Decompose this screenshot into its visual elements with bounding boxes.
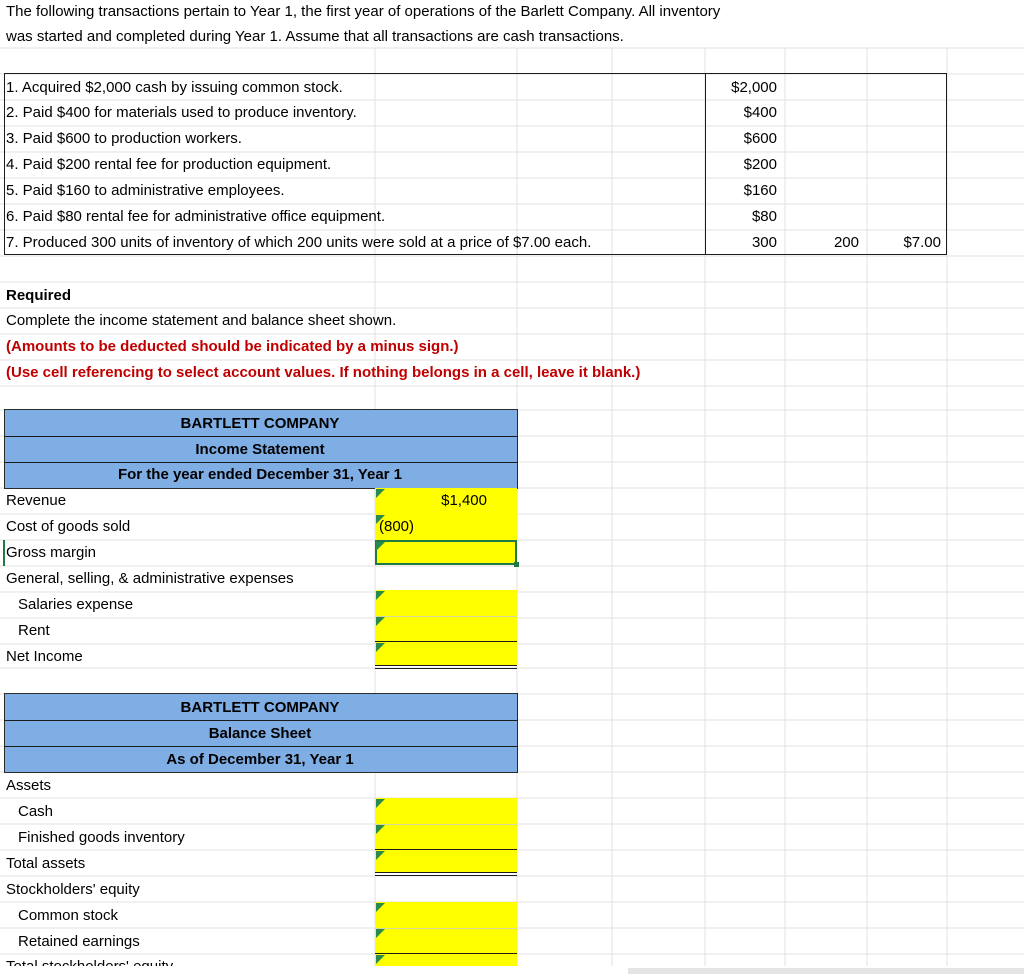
total-equity-comment-marker-icon	[376, 955, 385, 964]
balance-sheet-period: As of December 31, Year 1	[166, 751, 354, 768]
intro-line-1: The following transactions pertain to Year 1, the first year of operations of the Barlett Company. All inventory	[6, 3, 721, 20]
transaction-7-amount[interactable]: 300	[751, 234, 777, 251]
retained-earnings-label: Retained earnings	[18, 933, 140, 950]
total-assets-input[interactable]	[375, 850, 517, 872]
gross-margin-label: Gross margin	[6, 544, 97, 561]
net-income-label: Net Income	[6, 648, 83, 665]
transaction-1-amount[interactable]: $2,000	[731, 79, 777, 96]
transaction-3-amount[interactable]: $600	[743, 130, 777, 147]
common-stock-label: Common stock	[18, 907, 119, 924]
gross-margin-input[interactable]	[375, 540, 517, 565]
rent-comment-marker-icon	[376, 617, 385, 626]
cash-comment-marker-icon	[376, 799, 385, 808]
income-statement-title: Income Statement	[195, 441, 325, 458]
intro-line-2: was started and completed during Year 1. Assume that all transactions are cash transactions.	[6, 28, 624, 45]
net-income-input[interactable]	[375, 642, 517, 666]
assets-label: Assets	[6, 777, 52, 794]
gross-margin-comment-marker-icon	[376, 542, 385, 551]
revenue-comment-marker-icon	[376, 489, 385, 498]
required-cell-reference-note: (Use cell referencing to select account values. If nothing belongs in a cell, leave it blank.)	[6, 364, 641, 381]
transaction-5-text: 5. Paid $160 to administrative employees.	[6, 182, 285, 199]
fill-handle[interactable]	[514, 562, 519, 567]
salaries-expense-label: Salaries expense	[18, 596, 134, 613]
equity-cells-bg	[375, 902, 517, 970]
salaries-comment-marker-icon	[376, 591, 385, 600]
total-assets-label: Total assets	[6, 855, 86, 872]
transaction-5-amount[interactable]: $160	[743, 182, 777, 199]
common-stock-comment-marker-icon	[376, 903, 385, 912]
transaction-3-text: 3. Paid $600 to production workers.	[6, 130, 242, 147]
transaction-4-text: 4. Paid $200 rental fee for production equipment.	[6, 156, 332, 173]
transaction-4-amount[interactable]: $200	[743, 156, 777, 173]
transaction-1-text: 1. Acquired $2,000 cash by issuing common stock.	[6, 79, 343, 96]
cogs-label: Cost of goods sold	[6, 518, 131, 535]
balance-company-name: BARTLETT COMPANY	[180, 699, 340, 716]
transaction-2-text: 2. Paid $400 for materials used to produce inventory.	[6, 104, 357, 121]
revenue-value[interactable]: $1,400	[441, 492, 487, 509]
required-minus-sign-note: (Amounts to be deducted should be indicated by a minus sign.)	[6, 338, 459, 355]
cash-label: Cash	[18, 803, 54, 820]
finished-goods-comment-marker-icon	[376, 825, 385, 834]
required-instruction: Complete the income statement and balance sheet shown.	[6, 312, 397, 329]
net-income-comment-marker-icon	[376, 643, 385, 652]
retained-earnings-comment-marker-icon	[376, 929, 385, 938]
transaction-7-text: 7. Produced 300 units of inventory of which 200 units were sold at a price of $7.00 each.	[6, 234, 592, 251]
required-heading: Required	[6, 287, 72, 304]
transaction-7-units-sold[interactable]: 200	[833, 234, 859, 251]
transaction-2-amount[interactable]: $400	[743, 104, 777, 121]
finished-goods-label: Finished goods inventory	[18, 829, 185, 846]
balance-sheet-title: Balance Sheet	[208, 725, 312, 742]
transaction-7-price[interactable]: $7.00	[903, 234, 941, 251]
gsa-expenses-label: General, selling, & administrative expenses	[6, 570, 294, 587]
horizontal-scrollbar[interactable]	[628, 968, 1024, 974]
transaction-6-text: 6. Paid $80 rental fee for administrative office equipment.	[6, 208, 386, 225]
stockholders-equity-label: Stockholders' equity	[6, 881, 140, 898]
cogs-value[interactable]: (800)	[379, 518, 415, 535]
transaction-6-amount[interactable]: $80	[751, 208, 777, 225]
rent-label: Rent	[18, 622, 50, 639]
revenue-label: Revenue	[6, 492, 67, 509]
cogs-comment-marker-icon	[376, 515, 385, 524]
income-company-name: BARTLETT COMPANY	[180, 415, 340, 432]
total-assets-comment-marker-icon	[376, 851, 385, 860]
income-statement-period: For the year ended December 31, Year 1	[117, 466, 403, 483]
